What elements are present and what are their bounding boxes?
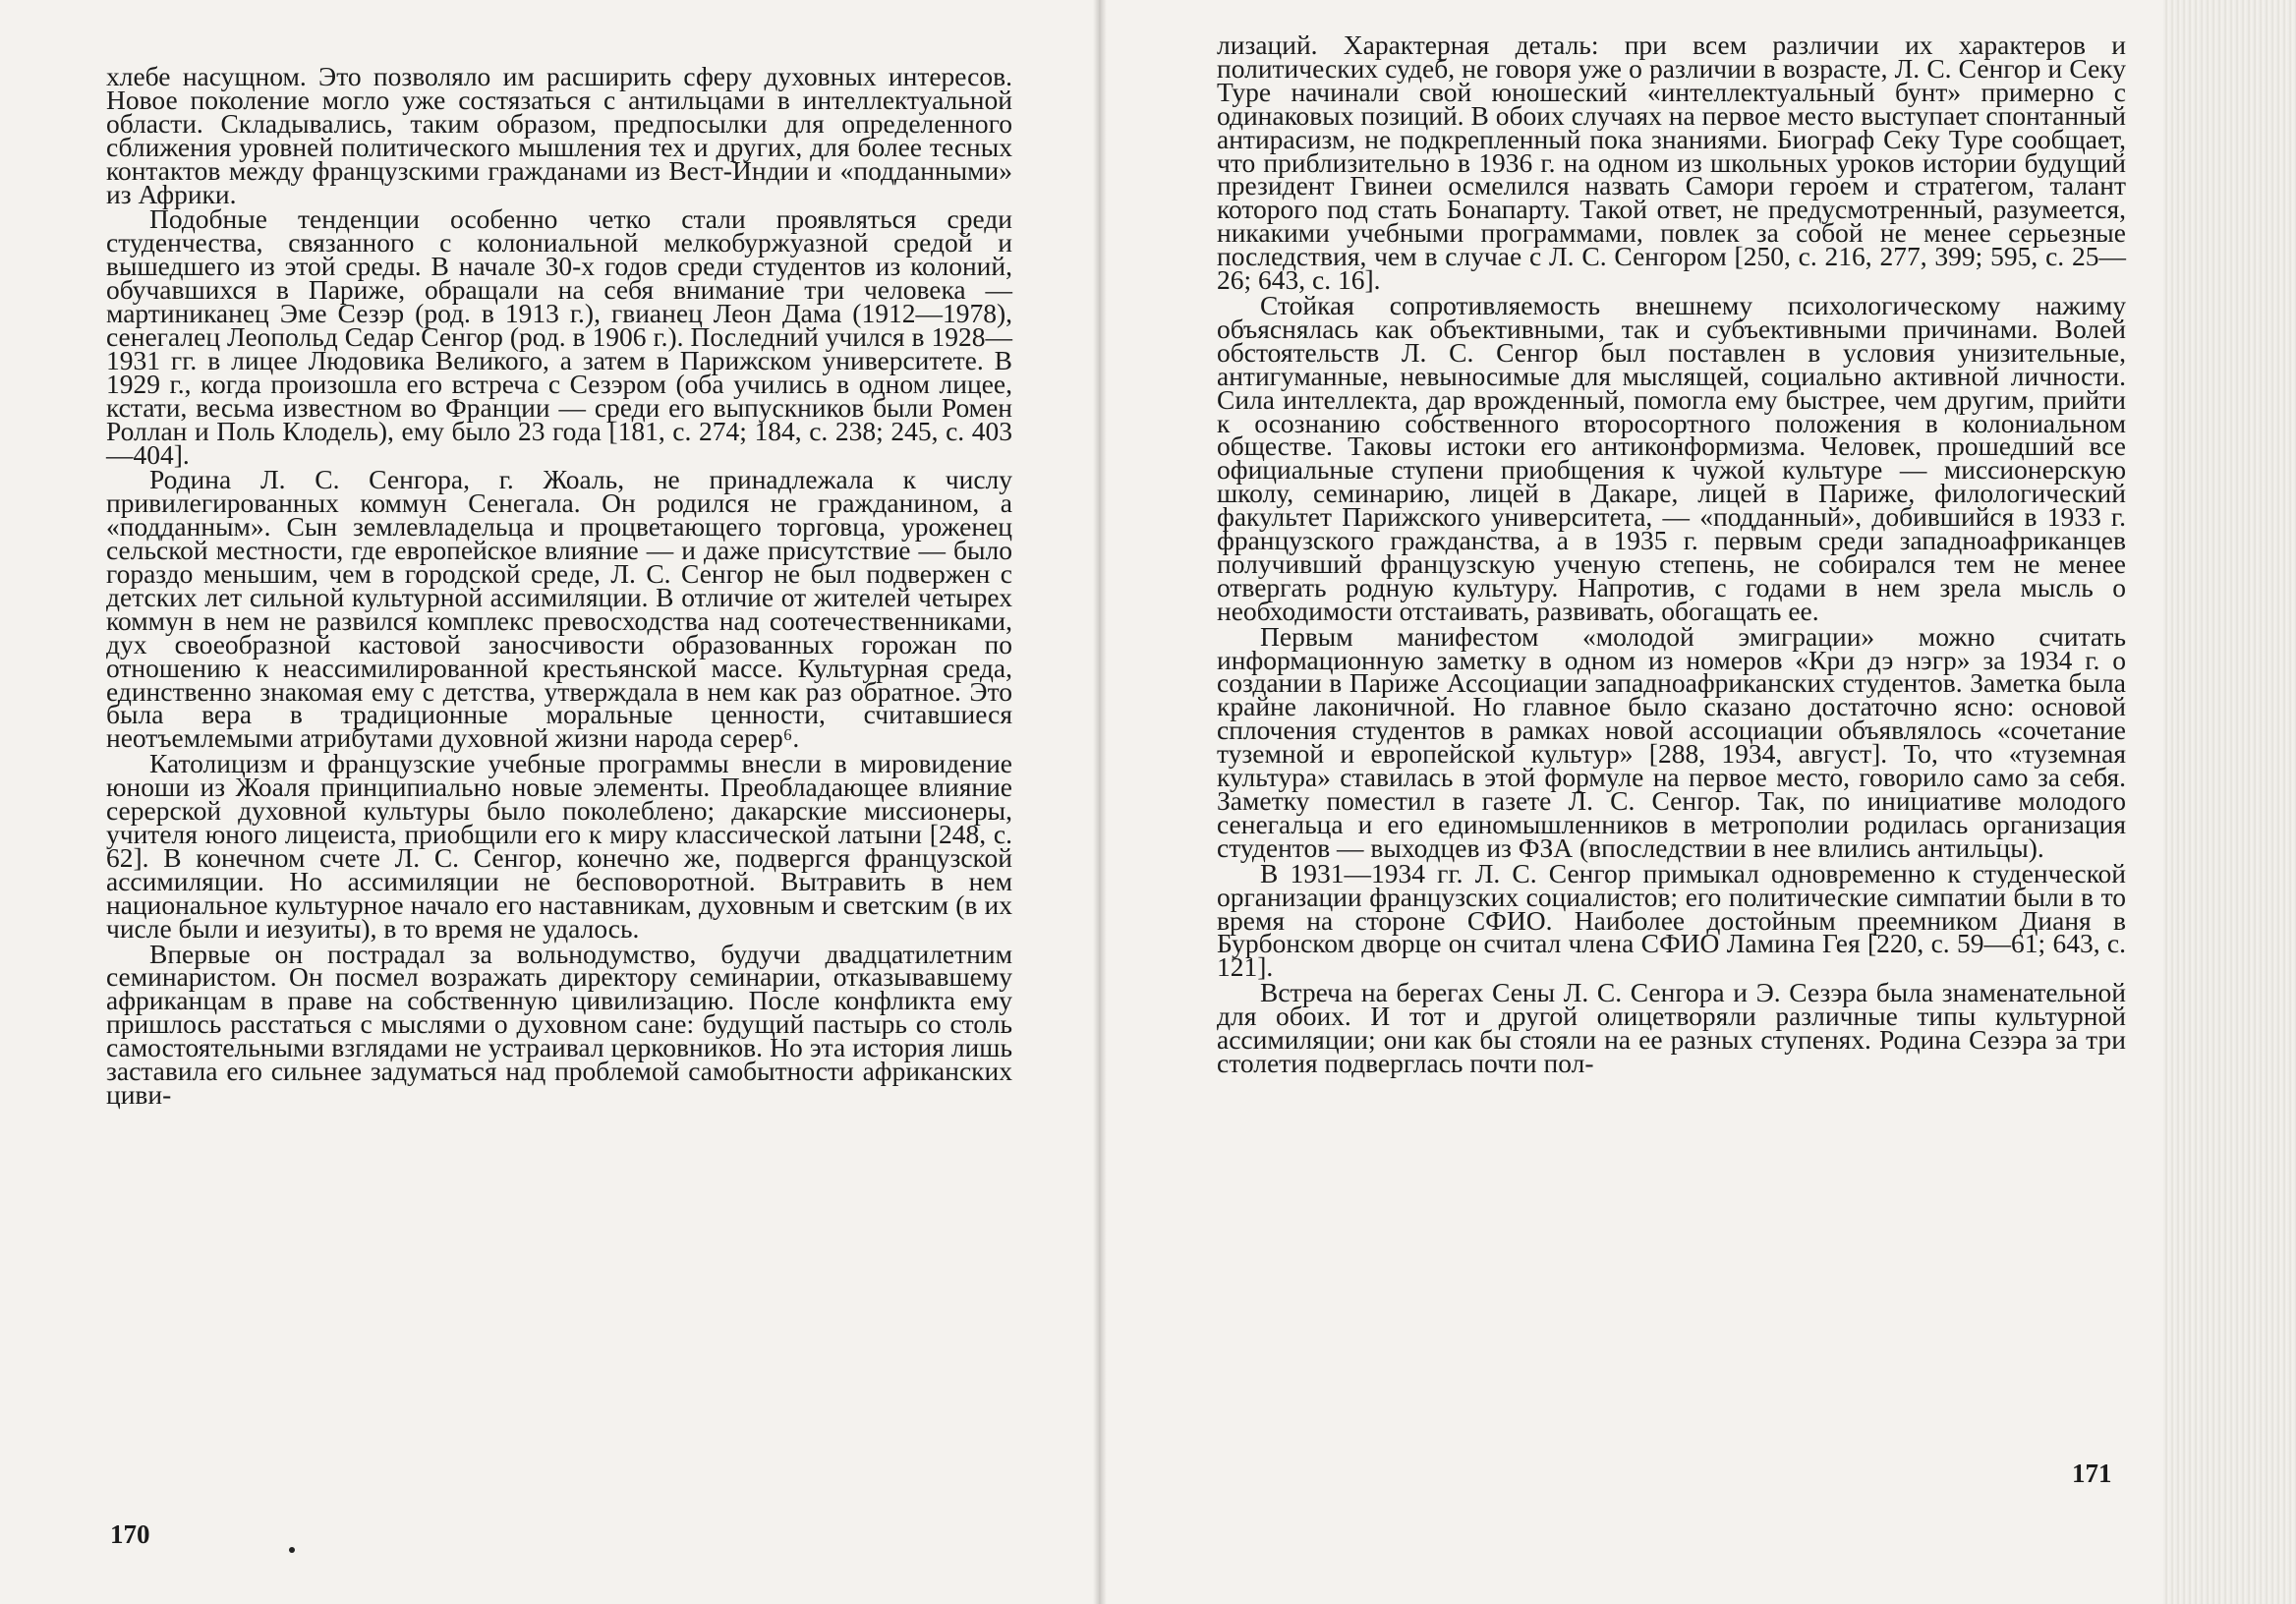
paragraph: Стойкая сопротивляемость внешнему психологическому нажиму объяснялась как объективными, так и субъективными причинами. Волей обстоятельств Л. С. Сенгор был поставлен в условия унизительные, антигуманные, невыносимые для мыслящей, социально активной личности. Сила интеллекта, дар врожденный, помогла ему быстрее, чем другим, прийти к осознанию собственного второсортного положения в колониальном обществе. Таковы истоки его антиконформизма. Человек, прошедший все официальные ступени приобщения к чужой культуре — миссионерскую школу, семинарию, лицей в Дакаре, лицей в Париже, филологический факультет Парижского университета, — «подданный», добившийся в 1933 г. французского гражданства, а в 1935 г. первым среди западноафриканцев получивший французскую ученую степень, не собирался тем не менее отвергать родную культуру. Напротив, с годами в нем зрела мысль о необходимости отстаивать, развивать, обогащать ее. <box>1217 289 2126 626</box>
right-page-body <box>1217 29 2126 1078</box>
paragraph: Подобные тенденции особенно четко стали проявляться среди студенчества, связанного с колониальной мелкобуржуазной средой и вышедшего из этой среды. В начале 30-х годов среди студентов из колоний, обучавшихся в Париже, обращали на себя внимание три человека — мартиниканец Эме Сезэр (род. в 1913 г.), гвианец Леон Дама (1912—1978), сенегалец Леопольд Седар Сенгор (род. в 1906 г.). Последний учился в 1928—1931 гг. в лицее Людовика Великого, а затем в Парижском университете. В 1929 г., когда произошла его встреча с Сезэром (оба учились в одном лицее, кстати, весьма известном во Франции — среди его выпускников были Ромен Роллан и Поль Клодель), ему было 23 года [181, с. 274; 184, с. 238; 245, с. 403—404]. <box>106 203 1012 470</box>
left-page-body <box>106 61 1012 1110</box>
paragraph: Встреча на берегах Сены Л. С. Сенгора и Э. Сезэра была знаменательной для обоих. И тот и другой олицетворяли различные типы культурной ассимиляции; они как бы стояли на ее разных ступенях. Родина Сезэра за три столетия подверглась почти пол- <box>1217 977 2126 1078</box>
paragraph: Первым манифестом «молодой эмиграции» можно считать информационную заметку в одном из номеров «Кри дэ нэгр» за 1934 г. о создании в Париже Ассоциации западноафриканских студентов. Заметка была крайне лаконичной. Но главное было сказано достаточно ясно: основой сплочения студентов в рамках новой ассоциации объявлялось «сочетание туземной и европейской культур» [288, 1934, август]. То, что «туземная культура» ставилась в этой формуле на первое место, говорило само за себя. Заметку поместил в газете Л. С. Сенгор. Так, по инициативе молодого сенегальца и его единомышленников в метрополии родилась организация студентов — выходцев из ФЗА (впоследствии в нее влились антильцы). <box>1217 620 2126 863</box>
paragraph: Впервые он пострадал за вольнодумство, будучи двадцатилетним семинаристом. Он посмел возражать директору семинарии, отказывавшему африканцам в праве на собственную цивилизацию. После конфликта ему пришлось расстаться с мыслями о духовном сане: будущий пастырь со столь самостоятельными взглядами не устраивал церковников. Но эта история лишь заставила его сильнее задуматься над проблемой самобытности африканских циви- <box>106 938 1012 1110</box>
book-gutter <box>1093 0 1107 1604</box>
paragraph: Родина Л. С. Сенгора, г. Жоаль, не принадлежала к числу привилегированных коммун Сенегала. Он родился не гражданином, а «подданным». Сын землевладельца и процветающего торговца, уроженец сельской местности, где европейское влияние — и даже присутствие — было гораздо меньшим, чем в городской среде, Л. С. Сенгор не был подвержен с детских лет сильной культурной ассимиляции. В отличие от жителей четырех коммун в нем не развился комплекс превосходства над соотечественниками, дух своеобразной кастовой заносчивости образованных горожан по отношению к неассимилированной крестьянской массе. Культурная среда, единственно знакомая ему с детства, утверждала в нем как раз обратное. Это была вера в традиционные моральные ценности, считавшиеся неотъемлемыми атрибутами духовной жизни народа серер⁶. <box>106 464 1012 754</box>
ink-speck <box>289 1547 295 1553</box>
right-page <box>1107 0 2162 1604</box>
paragraph: В 1931—1934 гг. Л. С. Сенгор примыкал одновременно к студенческой организации французских социалистов; его политические симпатии были в то время на стороне СФИО. Наиболее достойным преемником Дианя в Бурбонском дворце он считал члена СФИО Ламина Гея [220, с. 59—61; 643, с. 121]. <box>1217 857 2126 983</box>
page-number: 171 <box>2072 1459 2112 1488</box>
page-edges <box>2162 0 2296 1604</box>
paragraph: хлебе насущном. Это позволяло им расширить сферу духовных интересов. Новое поколение могло уже состязаться с антильцами в интеллектуальной области. Складывались, таким образом, предпосылки для определенного сближения уровней политического мышления тех и других, для более тесных контактов между французскими гражданами из Вест-Индии и «подданными» из Африки. <box>106 61 1012 209</box>
left-page <box>0 0 1093 1604</box>
paragraph: лизаций. Характерная деталь: при всем различии их характеров и политических судеб, не говоря уже о различии в возрасте, Л. С. Сенгор и Секу Туре начинали свой юношеский «интеллектуальный бунт» примерно с одинаковых позиций. В обоих случаях на первое место выступает спонтанный антирасизм, не подкрепленный пока знаниями. Биограф Секу Туре сообщает, что приблизительно в 1936 г. на одном из школьных уроков истории будущий президент Гвинеи осмелился назвать Самори героем и стратегом, талант которого под стать Бонапарту. Такой ответ, не предусмотренный, разумеется, никакими учебными программами, повлек за собой не менее серьезные последствия, чем в случае с Л. С. Сенгором [250, с. 216, 277, 399; 595, с. 25—26; 643, с. 16]. <box>1217 29 2126 296</box>
page-number: 170 <box>110 1519 150 1549</box>
paragraph: Католицизм и французские учебные программы внесли в мировидение юноши из Жоаля принципиально новые элементы. Преобладающее влияние серерской духовной культуры было поколеблено; дакарские миссионеры, учителя юного лицеиста, приобщили его к миру классической латыни [248, с. 62]. В конечном счете Л. С. Сенгор, конечно же, подвергся французской ассимиляции. Но ассимиляции не бесповоротной. Вытравить в нем национальное культурное начало его наставникам, духовным и светским (в их числе были и иезуиты), в то время не удалось. <box>106 748 1012 944</box>
